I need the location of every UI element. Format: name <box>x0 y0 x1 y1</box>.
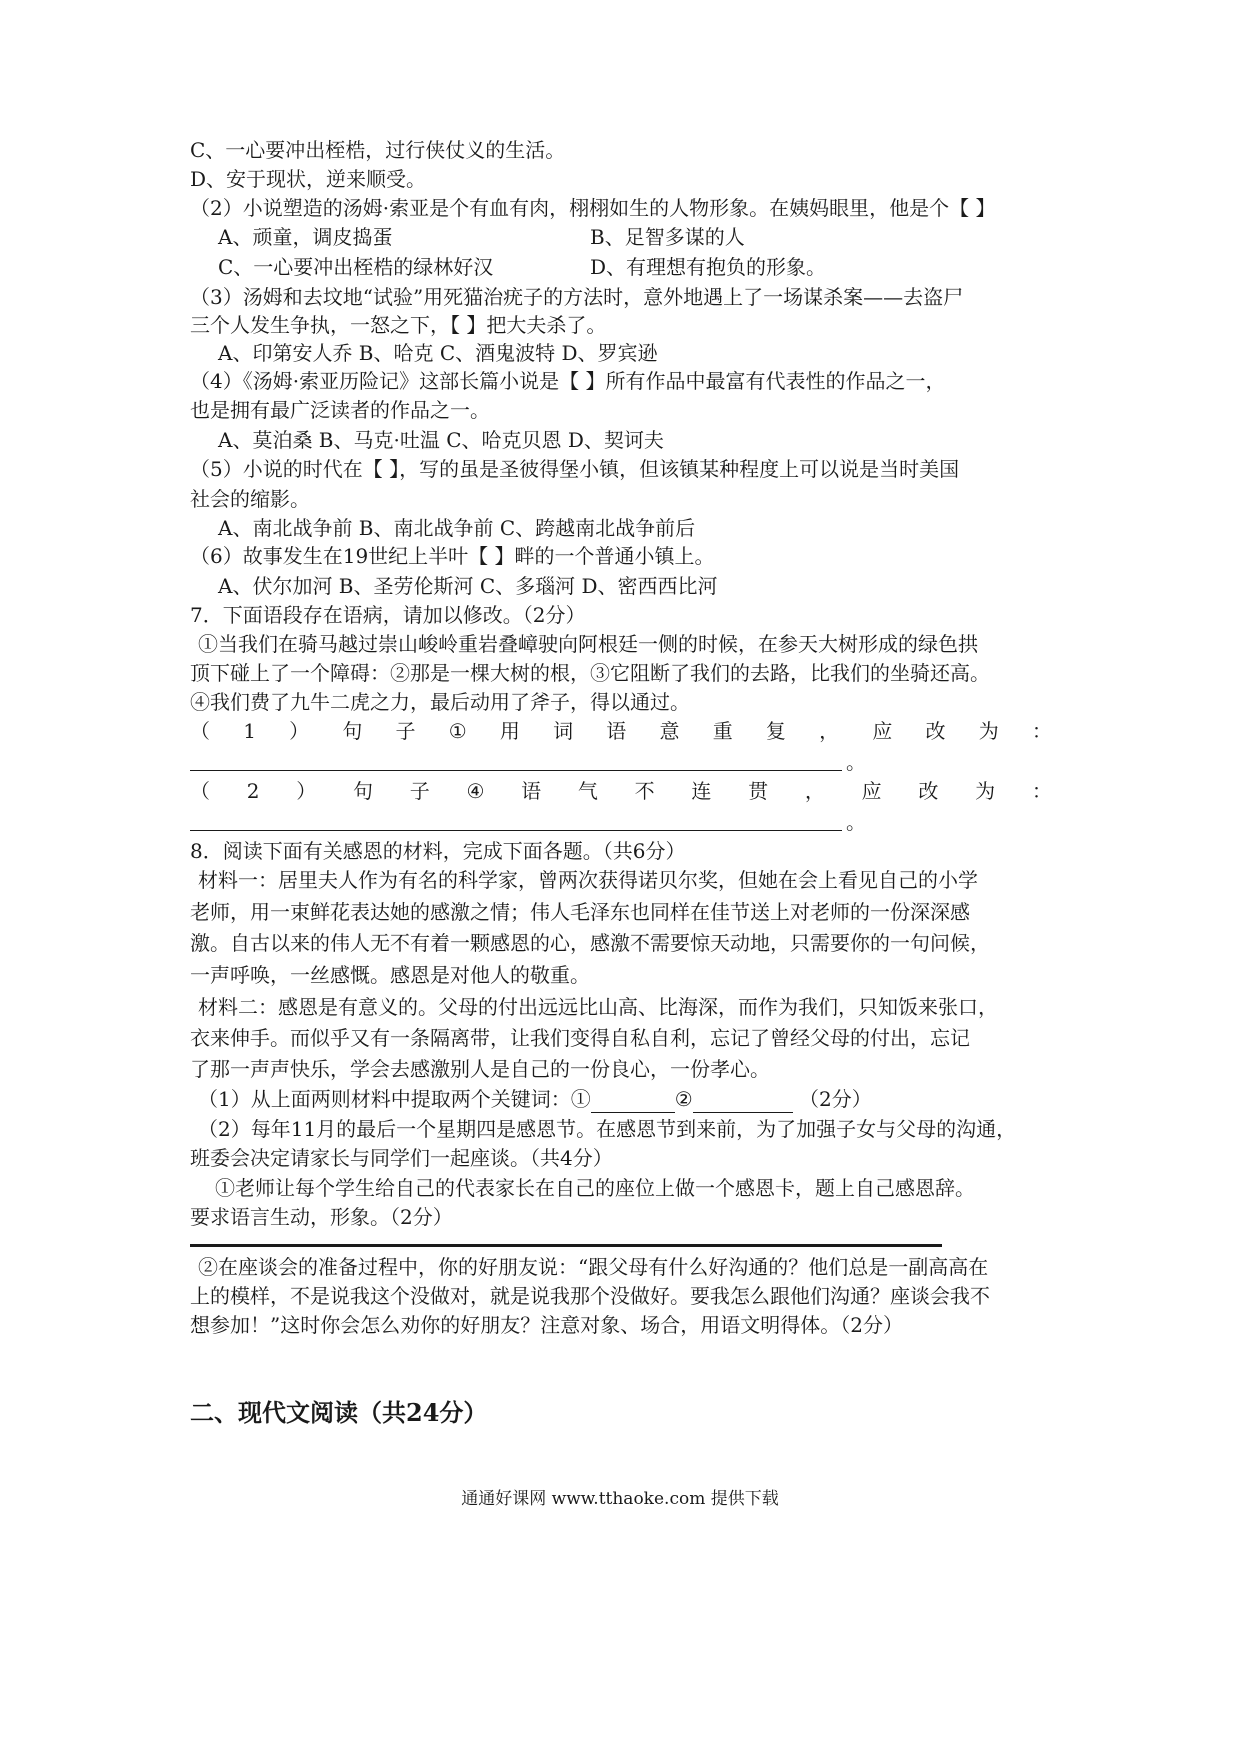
question-5: （5）小说的时代在【 】，写的虽是圣彼得堡小镇，但该镇某种程度上可以说是当时美国 <box>190 457 960 481</box>
q6-options: A、伏尔加河 B、圣劳伦斯河 C、多瑙河 D、密西西比河 <box>218 574 718 598</box>
passage-line-1: ①当我们在骑马越过崇山峻岭重岩叠嶂驶向阿根廷一侧的时候，在参天大树形成的绿色拱 <box>198 632 978 656</box>
q2-option-d: D、有理想有抱负的形象。 <box>590 255 827 279</box>
material-1-line-2: 老师，用一束鲜花表达她的感激之情；伟人毛泽东也同样在佳节送上对老师的一份深深感 <box>190 900 970 924</box>
passage-line-2: 顶下碰上了一个障碍：②那是一棵大树的根，③它阻断了我们的去路，比我们的坐骑还高。 <box>190 661 990 685</box>
material-1-line-3: 激。自古以来的伟人无不有着一颗感恩的心，感激不需要惊天动地，只需要你的一句问候， <box>190 931 990 955</box>
keyword-blank-2[interactable] <box>693 1090 793 1113</box>
passage-line-3: ④我们费了九牛二虎之力，最后动用了斧子，得以通过。 <box>190 690 690 714</box>
keyword-blank-1[interactable] <box>591 1090 675 1113</box>
material-2-line-3: 了那一声声快乐，学会去感激别人是自己的一份良心，一份孝心。 <box>190 1057 770 1081</box>
question-3-cont: 三个人发生争执，一怒之下，【 】把大夫杀了。 <box>190 313 607 337</box>
q8-sub1-prompt: （1）从上面两则材料中提取两个关键词：① <box>198 1087 591 1111</box>
q8-task-1-cont: 要求语言生动，形象。（2分） <box>190 1205 453 1229</box>
q8-sub1-score: （2分） <box>799 1087 872 1111</box>
q8-sub2-cont: 班委会决定请家长与同学们一起座谈。（共4分） <box>190 1146 613 1170</box>
q8-sub2: （2）每年11月的最后一个星期四是感恩节。在感恩节到来前，为了加强子女与父母的沟通， <box>198 1117 1017 1141</box>
question-2: （2）小说塑造的汤姆·索亚是个有血有肉，栩栩如生的人物形象。在姨妈眼里，他是个【 】 <box>190 196 996 220</box>
question-5-cont: 社会的缩影。 <box>190 487 310 511</box>
page-footer: 通通好课网 www.tthaoke.com 提供下载 <box>461 1489 779 1509</box>
option-d: D、安于现状，逆来顺受。 <box>190 167 427 191</box>
material-2-line-2: 衣来伸手。而似乎又有一条隔离带，让我们变得自私自利，忘记了曾经父母的付出，忘记 <box>190 1026 970 1050</box>
q8-task-2-cont-2: 想参加！”这时你会怎么劝你的好朋友？注意对象、场合，用语文明得体。（2分） <box>190 1313 903 1337</box>
material-1-line-1: 材料一：居里夫人作为有名的科学家，曾两次获得诺贝尔奖，但她在会上看见自己的小学 <box>198 868 978 892</box>
q2-option-b: B、足智多谋的人 <box>590 225 745 249</box>
question-3: （3）汤姆和去坟地“试验”用死猫治疣子的方法时，意外地遇上了一场谋杀案——去盗尸 <box>190 285 964 309</box>
option-c: C、一心要冲出桎梏，过行侠仗义的生活。 <box>190 138 566 162</box>
q8-sub1 <box>198 1085 872 1113</box>
q5-options: A、南北战争前 B、南北战争前 C、跨越南北战争前后 <box>218 516 696 540</box>
material-2-line-1: 材料二：感恩是有意义的。父母的付出远远比山高、比海深，而作为我们，只知饭来张口， <box>198 995 998 1019</box>
question-6: （6）故事发生在19世纪上半叶【 】畔的一个普通小镇上。 <box>190 544 715 568</box>
section-title: 二、现代文阅读（共24分） <box>190 1398 488 1427</box>
q7-sub2-prompt: （ 2 ） 句 子 ④ 语 气 不 连 贯 ， 应 改 为 ： <box>190 779 1052 803</box>
question-8: 8．阅读下面有关感恩的材料，完成下面各题。（共6分） <box>190 839 686 863</box>
answer-line-task-1[interactable] <box>190 1244 942 1247</box>
answer-2-end: 。 <box>846 810 866 834</box>
question-4: （4）《汤姆·索亚历险记》这部长篇小说是【 】所有作品中最富有代表性的作品之一， <box>190 369 946 393</box>
material-1-line-4: 一声呼唤，一丝感慨。感恩是对他人的敬重。 <box>190 963 590 987</box>
question-4-cont: 也是拥有最广泛读者的作品之一。 <box>190 398 490 422</box>
q3-options: A、印第安人乔 B、哈克 C、酒鬼波特 D、罗宾逊 <box>218 341 658 365</box>
question-7: 7．下面语段存在语病，请加以修改。（2分） <box>190 603 586 627</box>
q8-task-1: ①老师让每个学生给自己的代表家长在自己的座位上做一个感恩卡，题上自己感恩辞。 <box>215 1176 975 1200</box>
q8-task-2-cont-1: 上的模样，不是说我这个没做对，就是说我那个没做好。要我怎么跟他们沟通？座谈会我不 <box>190 1284 990 1308</box>
q2-option-c: C、一心要冲出桎梏的绿林好汉 <box>218 255 494 279</box>
q8-sub1-mark2: ② <box>674 1087 693 1111</box>
q7-sub1-prompt: （ 1 ） 句 子 ① 用 词 语 意 重 复 ， 应 改 为 ： <box>190 719 1052 743</box>
q2-option-a: A、顽童，调皮捣蛋 <box>218 225 393 249</box>
answer-blank-2[interactable] <box>190 830 842 831</box>
answer-1-end: 。 <box>846 750 866 774</box>
q8-task-2: ②在座谈会的准备过程中，你的好朋友说：“跟父母有什么好沟通的？他们总是一副高高在 <box>198 1255 989 1279</box>
q4-options: A、莫泊桑 B、马克·吐温 C、哈克贝恩 D、契诃夫 <box>218 428 664 452</box>
answer-blank-1[interactable] <box>190 770 842 771</box>
